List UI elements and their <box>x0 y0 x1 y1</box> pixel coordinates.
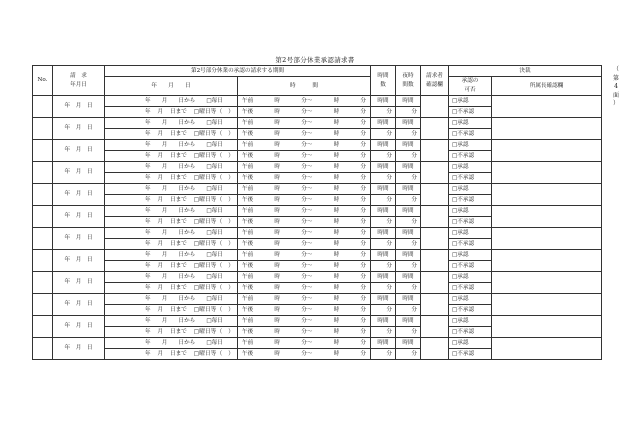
row-time-pm[interactable]: 午後 時 分～ 時 分 <box>238 349 371 360</box>
weekday-checkbox[interactable]: □曜日等（ ） <box>193 284 234 291</box>
row-time-pm[interactable]: 午後 時 分～ 時 分 <box>238 173 371 184</box>
row-minutes[interactable]: 分 <box>371 129 396 140</box>
reject-checkbox[interactable]: □不承認 <box>449 217 492 228</box>
row-from-date[interactable]: 年 月 日から □毎日 <box>105 272 238 283</box>
row-night-minutes[interactable]: 分 <box>396 195 421 206</box>
weekday-checkbox[interactable]: □曜日等（ ） <box>193 130 234 137</box>
row-time-pm[interactable]: 午後 時 分～ 時 分 <box>238 305 371 316</box>
row-requester-check[interactable] <box>421 228 449 250</box>
row-time-am[interactable]: 午前 時 分～ 時 分 <box>238 272 371 283</box>
row-requester-check[interactable] <box>421 140 449 162</box>
approve-checkbox[interactable]: □承認 <box>449 206 492 217</box>
row-requester-check[interactable] <box>421 272 449 294</box>
page-side-note: （ 第 4 面 ） <box>612 66 619 107</box>
daily-checkbox[interactable]: □毎日 <box>206 185 223 192</box>
row-hours[interactable]: 時間 <box>371 162 396 173</box>
row-hours[interactable]: 時間 <box>371 272 396 283</box>
row-to-date[interactable]: 年 月 日まで □曜日等（ ） <box>105 327 238 338</box>
table-row <box>33 184 602 195</box>
col-night-hours: 夜時 間数 <box>396 66 421 96</box>
row-hours[interactable]: 時間 <box>371 250 396 261</box>
row-night-minutes[interactable]: 分 <box>396 261 421 272</box>
row-minutes[interactable]: 分 <box>371 107 396 118</box>
row-request-date[interactable]: 年 月 日 <box>53 140 105 162</box>
row-no[interactable] <box>33 294 53 316</box>
col-no: No. <box>33 66 53 96</box>
row-minutes[interactable]: 分 <box>371 151 396 162</box>
row-to-date[interactable]: 年 月 日まで □曜日等（ ） <box>105 195 238 206</box>
row-time-am[interactable]: 午前 時 分～ 時 分 <box>238 338 371 349</box>
row-director-check[interactable] <box>492 140 602 162</box>
row-night-hours[interactable]: 時間 <box>396 294 421 305</box>
row-from-date[interactable]: 年 月 日から □毎日 <box>105 162 238 173</box>
row-director-check[interactable] <box>492 184 602 206</box>
row-time-am[interactable]: 午前 時 分～ 時 分 <box>238 294 371 305</box>
row-to-date[interactable]: 年 月 日まで □曜日等（ ） <box>105 261 238 272</box>
row-request-date[interactable]: 年 月 日 <box>53 272 105 294</box>
row-requester-check[interactable] <box>421 294 449 316</box>
row-to-date[interactable]: 年 月 日まで □曜日等（ ） <box>105 283 238 294</box>
row-from-date[interactable]: 年 月 日から □毎日 <box>105 118 238 129</box>
table-row <box>33 96 602 107</box>
row-night-minutes[interactable]: 分 <box>396 151 421 162</box>
row-time-pm[interactable]: 午後 時 分～ 時 分 <box>238 327 371 338</box>
daily-checkbox[interactable]: □毎日 <box>206 141 223 148</box>
approve-checkbox[interactable]: □承認 <box>449 162 492 173</box>
row-no[interactable] <box>33 118 53 140</box>
row-minutes[interactable]: 分 <box>371 305 396 316</box>
row-director-check[interactable] <box>492 250 602 272</box>
row-requester-check[interactable] <box>421 206 449 228</box>
row-no[interactable] <box>33 162 53 184</box>
row-no[interactable] <box>33 316 53 338</box>
row-hours[interactable]: 時間 <box>371 184 396 195</box>
daily-checkbox[interactable]: □毎日 <box>206 207 223 214</box>
row-time-am[interactable]: 午前 時 分～ 時 分 <box>238 140 371 151</box>
row-request-date[interactable]: 年 月 日 <box>53 294 105 316</box>
reject-checkbox[interactable]: □不承認 <box>449 151 492 162</box>
row-request-date[interactable]: 年 月 日 <box>53 118 105 140</box>
col-hours: 時間 数 <box>371 66 396 96</box>
row-no[interactable] <box>33 96 53 118</box>
row-director-check[interactable] <box>492 118 602 140</box>
row-night-minutes[interactable]: 分 <box>396 349 421 360</box>
row-hours[interactable]: 時間 <box>371 228 396 239</box>
daily-checkbox[interactable]: □毎日 <box>206 229 223 236</box>
row-time-pm[interactable]: 午後 時 分～ 時 分 <box>238 151 371 162</box>
row-director-check[interactable] <box>492 316 602 338</box>
col-period: 第2号部分休業の承認の請求する期間 <box>105 66 371 77</box>
row-director-check[interactable] <box>492 162 602 184</box>
row-requester-check[interactable] <box>421 338 449 360</box>
row-request-date[interactable]: 年 月 日 <box>53 184 105 206</box>
approve-checkbox[interactable]: □承認 <box>449 338 492 349</box>
weekday-checkbox[interactable]: □曜日等（ ） <box>193 306 234 313</box>
row-from-date[interactable]: 年 月 日から □毎日 <box>105 250 238 261</box>
row-from-date[interactable]: 年 月 日から □毎日 <box>105 316 238 327</box>
row-night-hours[interactable]: 時間 <box>396 272 421 283</box>
row-time-am[interactable]: 午前 時 分～ 時 分 <box>238 96 371 107</box>
row-minutes[interactable]: 分 <box>371 349 396 360</box>
row-request-date[interactable]: 年 月 日 <box>53 250 105 272</box>
row-from-date[interactable]: 年 月 日から □毎日 <box>105 184 238 195</box>
row-hours[interactable]: 時間 <box>371 118 396 129</box>
row-time-pm[interactable]: 午後 時 分～ 時 分 <box>238 195 371 206</box>
daily-checkbox[interactable]: □毎日 <box>206 273 223 280</box>
row-to-date[interactable]: 年 月 日まで □曜日等（ ） <box>105 129 238 140</box>
row-night-hours[interactable]: 時間 <box>396 338 421 349</box>
approve-checkbox[interactable]: □承認 <box>449 140 492 151</box>
row-director-check[interactable] <box>492 272 602 294</box>
weekday-checkbox[interactable]: □曜日等（ ） <box>193 350 234 357</box>
row-director-check[interactable] <box>492 206 602 228</box>
row-hours[interactable]: 時間 <box>371 338 396 349</box>
row-night-hours[interactable]: 時間 <box>396 206 421 217</box>
row-night-minutes[interactable]: 分 <box>396 107 421 118</box>
weekday-checkbox[interactable]: □曜日等（ ） <box>193 108 234 115</box>
row-night-hours[interactable]: 時間 <box>396 250 421 261</box>
table-row <box>33 316 602 327</box>
row-time-pm[interactable]: 午後 時 分～ 時 分 <box>238 261 371 272</box>
reject-checkbox[interactable]: □不承認 <box>449 107 492 118</box>
col-approval: 承認の 可否 <box>449 77 492 96</box>
table-row <box>33 294 602 305</box>
reject-checkbox[interactable]: □不承認 <box>449 129 492 140</box>
daily-checkbox[interactable]: □毎日 <box>206 97 223 104</box>
row-requester-check[interactable] <box>421 118 449 140</box>
row-time-am[interactable]: 午前 時 分～ 時 分 <box>238 228 371 239</box>
weekday-checkbox[interactable]: □曜日等（ ） <box>193 328 234 335</box>
row-to-date[interactable]: 年 月 日まで □曜日等（ ） <box>105 239 238 250</box>
row-to-date[interactable]: 年 月 日まで □曜日等（ ） <box>105 305 238 316</box>
row-night-minutes[interactable]: 分 <box>396 217 421 228</box>
row-time-am[interactable]: 午前 時 分～ 時 分 <box>238 316 371 327</box>
row-from-date[interactable]: 年 月 日から □毎日 <box>105 228 238 239</box>
row-request-date[interactable]: 年 月 日 <box>53 206 105 228</box>
row-to-date[interactable]: 年 月 日まで □曜日等（ ） <box>105 151 238 162</box>
reject-checkbox[interactable]: □不承認 <box>449 305 492 316</box>
row-night-hours[interactable]: 時間 <box>396 228 421 239</box>
daily-checkbox[interactable]: □毎日 <box>206 163 223 170</box>
approve-checkbox[interactable]: □承認 <box>449 228 492 239</box>
reject-checkbox[interactable]: □不承認 <box>449 261 492 272</box>
reject-checkbox[interactable]: □不承認 <box>449 195 492 206</box>
row-time-am[interactable]: 午前 時 分～ 時 分 <box>238 206 371 217</box>
approve-checkbox[interactable]: □承認 <box>449 294 492 305</box>
daily-checkbox[interactable]: □毎日 <box>206 339 223 346</box>
row-from-date[interactable]: 年 月 日から □毎日 <box>105 206 238 217</box>
row-no[interactable] <box>33 206 53 228</box>
row-director-check[interactable] <box>492 338 602 360</box>
row-requester-check[interactable] <box>421 162 449 184</box>
table-row <box>33 338 602 349</box>
row-hours[interactable]: 時間 <box>371 140 396 151</box>
row-minutes[interactable]: 分 <box>371 239 396 250</box>
row-time-am[interactable]: 午前 時 分～ 時 分 <box>238 184 371 195</box>
row-to-date[interactable]: 年 月 日まで □曜日等（ ） <box>105 217 238 228</box>
table-row <box>33 118 602 129</box>
daily-checkbox[interactable]: □毎日 <box>206 119 223 126</box>
row-time-pm[interactable]: 午後 時 分～ 時 分 <box>238 217 371 228</box>
row-hours[interactable]: 時間 <box>371 294 396 305</box>
reject-checkbox[interactable]: □不承認 <box>449 327 492 338</box>
row-hours[interactable]: 時間 <box>371 96 396 107</box>
row-minutes[interactable]: 分 <box>371 217 396 228</box>
row-time-am[interactable]: 午前 時 分～ 時 分 <box>238 118 371 129</box>
row-minutes[interactable]: 分 <box>371 195 396 206</box>
table-row <box>33 228 602 239</box>
row-from-date[interactable]: 年 月 日から □毎日 <box>105 140 238 151</box>
col-period-date: 年 月 日 <box>105 77 238 96</box>
daily-checkbox[interactable]: □毎日 <box>206 317 223 324</box>
approve-checkbox[interactable]: □承認 <box>449 250 492 261</box>
row-request-date[interactable]: 年 月 日 <box>53 162 105 184</box>
row-request-date[interactable]: 年 月 日 <box>53 228 105 250</box>
weekday-checkbox[interactable]: □曜日等（ ） <box>193 262 234 269</box>
row-request-date[interactable]: 年 月 日 <box>53 338 105 360</box>
row-time-pm[interactable]: 午後 時 分～ 時 分 <box>238 283 371 294</box>
row-no[interactable] <box>33 184 53 206</box>
row-requester-check[interactable] <box>421 316 449 338</box>
row-time-pm[interactable]: 午後 時 分～ 時 分 <box>238 129 371 140</box>
row-requester-check[interactable] <box>421 96 449 118</box>
weekday-checkbox[interactable]: □曜日等（ ） <box>193 174 234 181</box>
row-no[interactable] <box>33 338 53 360</box>
row-no[interactable] <box>33 228 53 250</box>
row-minutes[interactable]: 分 <box>371 173 396 184</box>
col-request-date: 請 求 年月日 <box>53 66 105 96</box>
row-director-check[interactable] <box>492 294 602 316</box>
weekday-checkbox[interactable]: □曜日等（ ） <box>193 152 234 159</box>
row-time-am[interactable]: 午前 時 分～ 時 分 <box>238 250 371 261</box>
row-hours[interactable]: 時間 <box>371 206 396 217</box>
reject-checkbox[interactable]: □不承認 <box>449 349 492 360</box>
row-requester-check[interactable] <box>421 250 449 272</box>
approve-checkbox[interactable]: □承認 <box>449 96 492 107</box>
table-row <box>33 272 602 283</box>
row-night-hours[interactable]: 時間 <box>396 118 421 129</box>
row-request-date[interactable]: 年 月 日 <box>53 96 105 118</box>
reject-checkbox[interactable]: □不承認 <box>449 173 492 184</box>
form-title: 第2号部分休業承認請求書 <box>275 56 355 64</box>
row-from-date[interactable]: 年 月 日から □毎日 <box>105 96 238 107</box>
row-request-date[interactable]: 年 月 日 <box>53 316 105 338</box>
col-decision: 決裁 <box>449 66 602 77</box>
row-night-minutes[interactable]: 分 <box>396 129 421 140</box>
row-no[interactable] <box>33 272 53 294</box>
reject-checkbox[interactable]: □不承認 <box>449 283 492 294</box>
row-night-minutes[interactable]: 分 <box>396 305 421 316</box>
row-night-minutes[interactable]: 分 <box>396 173 421 184</box>
row-night-minutes[interactable]: 分 <box>396 283 421 294</box>
weekday-checkbox[interactable]: □曜日等（ ） <box>193 196 234 203</box>
row-requester-check[interactable] <box>421 184 449 206</box>
row-time-am[interactable]: 午前 時 分～ 時 分 <box>238 162 371 173</box>
row-director-check[interactable] <box>492 96 602 118</box>
approve-checkbox[interactable]: □承認 <box>449 118 492 129</box>
row-no[interactable] <box>33 250 53 272</box>
row-night-hours[interactable]: 時間 <box>396 140 421 151</box>
col-director: 所属長確認欄 <box>492 77 602 96</box>
col-requester: 請求者 確認欄 <box>421 66 449 96</box>
request-form-table <box>32 65 602 360</box>
row-night-hours[interactable]: 時間 <box>396 316 421 327</box>
row-to-date[interactable]: 年 月 日まで □曜日等（ ） <box>105 107 238 118</box>
table-row <box>33 140 602 151</box>
approve-checkbox[interactable]: □承認 <box>449 272 492 283</box>
row-night-hours[interactable]: 時間 <box>396 96 421 107</box>
weekday-checkbox[interactable]: □曜日等（ ） <box>193 218 234 225</box>
row-time-pm[interactable]: 午後 時 分～ 時 分 <box>238 239 371 250</box>
weekday-checkbox[interactable]: □曜日等（ ） <box>193 240 234 247</box>
row-minutes[interactable]: 分 <box>371 261 396 272</box>
row-time-pm[interactable]: 午後 時 分～ 時 分 <box>238 107 371 118</box>
row-hours[interactable]: 時間 <box>371 316 396 327</box>
table-row <box>33 162 602 173</box>
table-row <box>33 206 602 217</box>
daily-checkbox[interactable]: □毎日 <box>206 251 223 258</box>
approve-checkbox[interactable]: □承認 <box>449 184 492 195</box>
table-row <box>33 250 602 261</box>
row-night-minutes[interactable]: 分 <box>396 327 421 338</box>
row-night-hours[interactable]: 時間 <box>396 162 421 173</box>
row-minutes[interactable]: 分 <box>371 283 396 294</box>
col-period-time: 時 間 <box>238 77 371 96</box>
row-night-hours[interactable]: 時間 <box>396 184 421 195</box>
row-from-date[interactable]: 年 月 日から □毎日 <box>105 294 238 305</box>
row-director-check[interactable] <box>492 228 602 250</box>
reject-checkbox[interactable]: □不承認 <box>449 239 492 250</box>
approve-checkbox[interactable]: □承認 <box>449 316 492 327</box>
row-no[interactable] <box>33 140 53 162</box>
row-from-date[interactable]: 年 月 日から □毎日 <box>105 338 238 349</box>
row-night-minutes[interactable]: 分 <box>396 239 421 250</box>
row-minutes[interactable]: 分 <box>371 327 396 338</box>
row-to-date[interactable]: 年 月 日まで □曜日等（ ） <box>105 173 238 184</box>
row-to-date[interactable]: 年 月 日まで □曜日等（ ） <box>105 349 238 360</box>
daily-checkbox[interactable]: □毎日 <box>206 295 223 302</box>
